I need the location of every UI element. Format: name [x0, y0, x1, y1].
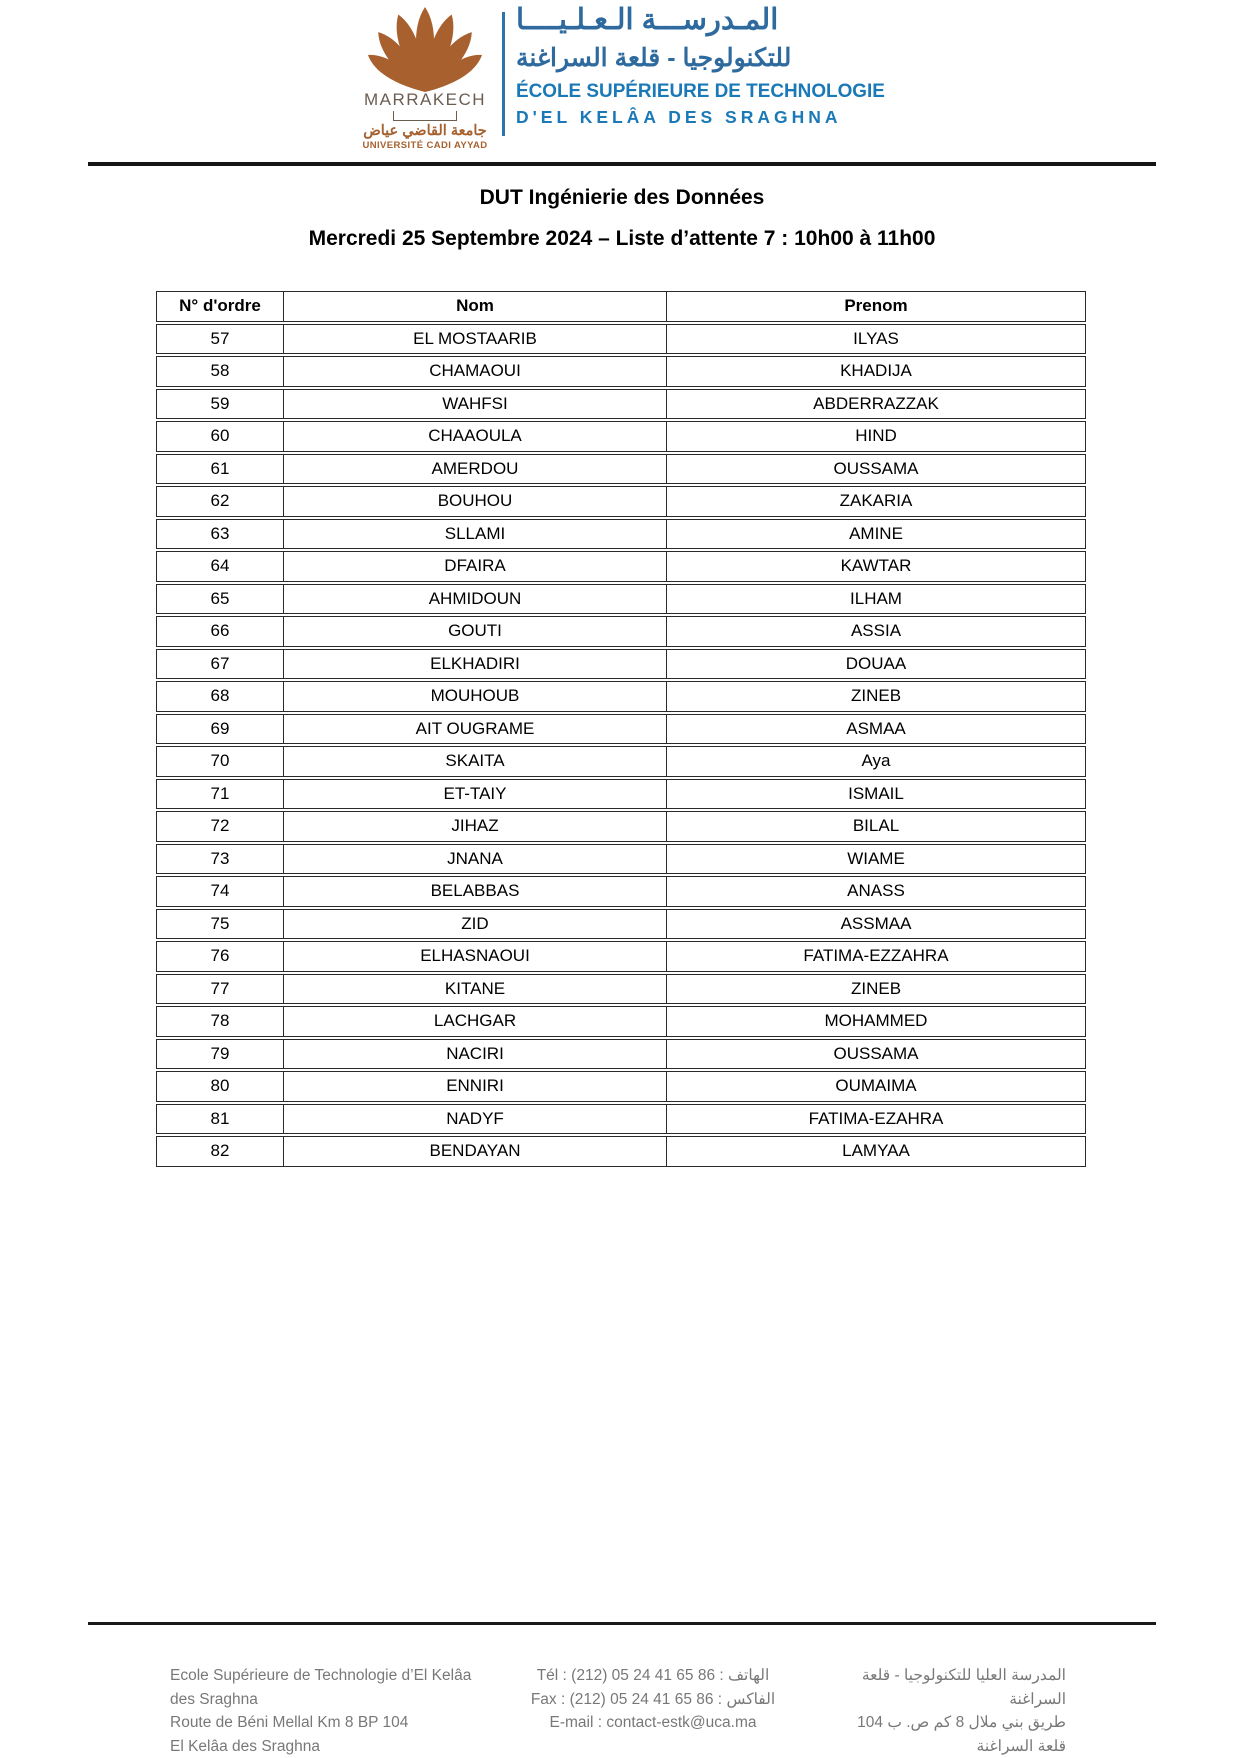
prenom-cell: OUMAIMA [667, 1072, 1085, 1101]
nom-cell: MOUHOUB [284, 682, 667, 711]
order-cell: 61 [157, 455, 284, 484]
logo-arabic-name: جامعة القاضي عياض [358, 123, 492, 140]
column-header-nom: Nom [284, 292, 667, 321]
order-cell: 62 [157, 487, 284, 516]
university-logo [358, 6, 492, 151]
order-cell: 81 [157, 1105, 284, 1134]
table-header-row [156, 291, 1086, 322]
table-row [156, 356, 1086, 387]
table-row [156, 1006, 1086, 1037]
table-row [156, 681, 1086, 712]
nom-cell: NADYF [284, 1105, 667, 1134]
column-header-prenom: Prenom [667, 292, 1085, 321]
prenom-cell: ASMAA [667, 715, 1085, 744]
nom-cell: CHAAOULA [284, 422, 667, 451]
order-cell: 72 [157, 812, 284, 841]
prenom-cell: LAMYAA [667, 1137, 1085, 1166]
footer-arabic-line2: طريق بني ملال 8 كم ص. ب 104 [818, 1711, 1066, 1735]
prenom-cell: HIND [667, 422, 1085, 451]
order-cell: 74 [157, 877, 284, 906]
nom-cell: SKAITA [284, 747, 667, 776]
prenom-cell: ABDERRAZZAK [667, 390, 1085, 419]
header-rule [88, 162, 1156, 166]
nom-cell: ET-TAIY [284, 780, 667, 809]
footer-email: E-mail : contact-estk@uca.ma [488, 1711, 818, 1735]
nom-cell: ENNIRI [284, 1072, 667, 1101]
footer-arabic-line1: المدرسة العليا للتكنولوجيا - قلعة السراغنة [818, 1664, 1066, 1711]
logo-city-label: MARRAKECH [358, 90, 492, 110]
footer-fax: Fax : (212) 05 24 41 65 86 : الفاكس [488, 1688, 818, 1712]
order-cell: 59 [157, 390, 284, 419]
prenom-cell: ILYAS [667, 325, 1085, 354]
prenom-cell: ASSMAA [667, 910, 1085, 939]
order-cell: 80 [157, 1072, 284, 1101]
order-cell: 64 [157, 552, 284, 581]
table-row [156, 421, 1086, 452]
school-name-block [516, 0, 936, 129]
column-header-order: N° d'ordre [157, 292, 284, 321]
footer-arabic-block [818, 1664, 1156, 1758]
school-arabic-line1: المـدرســـة الـعـلـيــــا [516, 0, 936, 40]
nom-cell: JNANA [284, 845, 667, 874]
prenom-cell: ANASS [667, 877, 1085, 906]
page-footer [88, 1664, 1156, 1758]
prenom-cell: FATIMA-EZZAHRA [667, 942, 1085, 971]
prenom-cell: OUSSAMA [667, 1040, 1085, 1069]
table-row [156, 616, 1086, 647]
nom-cell: BOUHOU [284, 487, 667, 516]
order-cell: 70 [157, 747, 284, 776]
nom-cell: ZID [284, 910, 667, 939]
footer-address-block [88, 1664, 488, 1758]
order-cell: 60 [157, 422, 284, 451]
table-row [156, 714, 1086, 745]
order-cell: 76 [157, 942, 284, 971]
footer-school-name: Ecole Supérieure de Technologie d’El Kelâa des Sraghna [170, 1664, 488, 1711]
nom-cell: GOUTI [284, 617, 667, 646]
nom-cell: BELABBAS [284, 877, 667, 906]
prenom-cell: Aya [667, 747, 1085, 776]
table-row [156, 324, 1086, 355]
table-row [156, 1039, 1086, 1070]
footer-city-line: El Kelâa des Sraghna [170, 1735, 488, 1758]
logo-bracket [393, 111, 457, 121]
table-row [156, 551, 1086, 582]
order-cell: 65 [157, 585, 284, 614]
table-row [156, 584, 1086, 615]
nom-cell: BENDAYAN [284, 1137, 667, 1166]
prenom-cell: KHADIJA [667, 357, 1085, 386]
nom-cell: AMERDOU [284, 455, 667, 484]
nom-cell: LACHGAR [284, 1007, 667, 1036]
nom-cell: ELKHADIRI [284, 650, 667, 679]
order-cell: 71 [157, 780, 284, 809]
prenom-cell: FATIMA-EZAHRA [667, 1105, 1085, 1134]
table-row [156, 779, 1086, 810]
order-cell: 77 [157, 975, 284, 1004]
table-row [156, 486, 1086, 517]
palm-tree-icon [364, 6, 486, 92]
prenom-cell: MOHAMMED [667, 1007, 1085, 1036]
nom-cell: ELHASNAOUI [284, 942, 667, 971]
footer-address-line: Route de Béni Mellal Km 8 BP 104 [170, 1711, 488, 1735]
table-row [156, 1136, 1086, 1167]
table-row [156, 1104, 1086, 1135]
school-arabic-line2: للتكنولوجيا - قلعة السراغنة [516, 40, 936, 76]
table-row [156, 519, 1086, 550]
nom-cell: WAHFSI [284, 390, 667, 419]
document-subtitle: Mercredi 25 Septembre 2024 – Liste d’attente 7 : 10h00 à 11h00 [88, 227, 1156, 251]
table-row [156, 1071, 1086, 1102]
nom-cell: NACIRI [284, 1040, 667, 1069]
logo-university-label: UNIVERSITÉ CADI AYYAD [358, 140, 492, 151]
prenom-cell: ASSIA [667, 617, 1085, 646]
order-cell: 82 [157, 1137, 284, 1166]
table-row [156, 811, 1086, 842]
prenom-cell: ISMAIL [667, 780, 1085, 809]
prenom-cell: ZINEB [667, 682, 1085, 711]
prenom-cell: AMINE [667, 520, 1085, 549]
page-header [0, 0, 1241, 165]
prenom-cell: BILAL [667, 812, 1085, 841]
prenom-cell: ZINEB [667, 975, 1085, 1004]
table-row [156, 941, 1086, 972]
nom-cell: CHAMAOUI [284, 357, 667, 386]
waiting-list-table [156, 291, 1086, 1167]
order-cell: 58 [157, 357, 284, 386]
footer-arabic-line3: قلعة السراغنة [818, 1735, 1066, 1758]
table-row [156, 844, 1086, 875]
order-cell: 63 [157, 520, 284, 549]
table-row [156, 746, 1086, 777]
order-cell: 69 [157, 715, 284, 744]
prenom-cell: KAWTAR [667, 552, 1085, 581]
footer-contact-block [488, 1664, 818, 1758]
table-row [156, 876, 1086, 907]
table-row [156, 454, 1086, 485]
nom-cell: DFAIRA [284, 552, 667, 581]
nom-cell: KITANE [284, 975, 667, 1004]
prenom-cell: WIAME [667, 845, 1085, 874]
order-cell: 73 [157, 845, 284, 874]
footer-tel: Tél : (212) 05 24 41 65 86 : الهاتف [488, 1664, 818, 1688]
prenom-cell: ILHAM [667, 585, 1085, 614]
prenom-cell: DOUAA [667, 650, 1085, 679]
nom-cell: EL MOSTAARIB [284, 325, 667, 354]
table-row [156, 649, 1086, 680]
table-row [156, 974, 1086, 1005]
school-french-line1: ÉCOLE SUPÉRIEURE DE TECHNOLOGIE [516, 79, 923, 103]
nom-cell: JIHAZ [284, 812, 667, 841]
nom-cell: AHMIDOUN [284, 585, 667, 614]
prenom-cell: OUSSAMA [667, 455, 1085, 484]
order-cell: 79 [157, 1040, 284, 1069]
header-divider [502, 12, 505, 136]
order-cell: 57 [157, 325, 284, 354]
order-cell: 75 [157, 910, 284, 939]
nom-cell: SLLAMI [284, 520, 667, 549]
order-cell: 78 [157, 1007, 284, 1036]
document-title: DUT Ingénierie des Données [88, 186, 1156, 210]
prenom-cell: ZAKARIA [667, 487, 1085, 516]
table-row [156, 909, 1086, 940]
order-cell: 66 [157, 617, 284, 646]
order-cell: 68 [157, 682, 284, 711]
nom-cell: AIT OUGRAME [284, 715, 667, 744]
school-french-line2: D'EL KELÂA DES SRAGHNA [516, 105, 936, 129]
table-row [156, 389, 1086, 420]
order-cell: 67 [157, 650, 284, 679]
footer-rule [88, 1622, 1156, 1625]
